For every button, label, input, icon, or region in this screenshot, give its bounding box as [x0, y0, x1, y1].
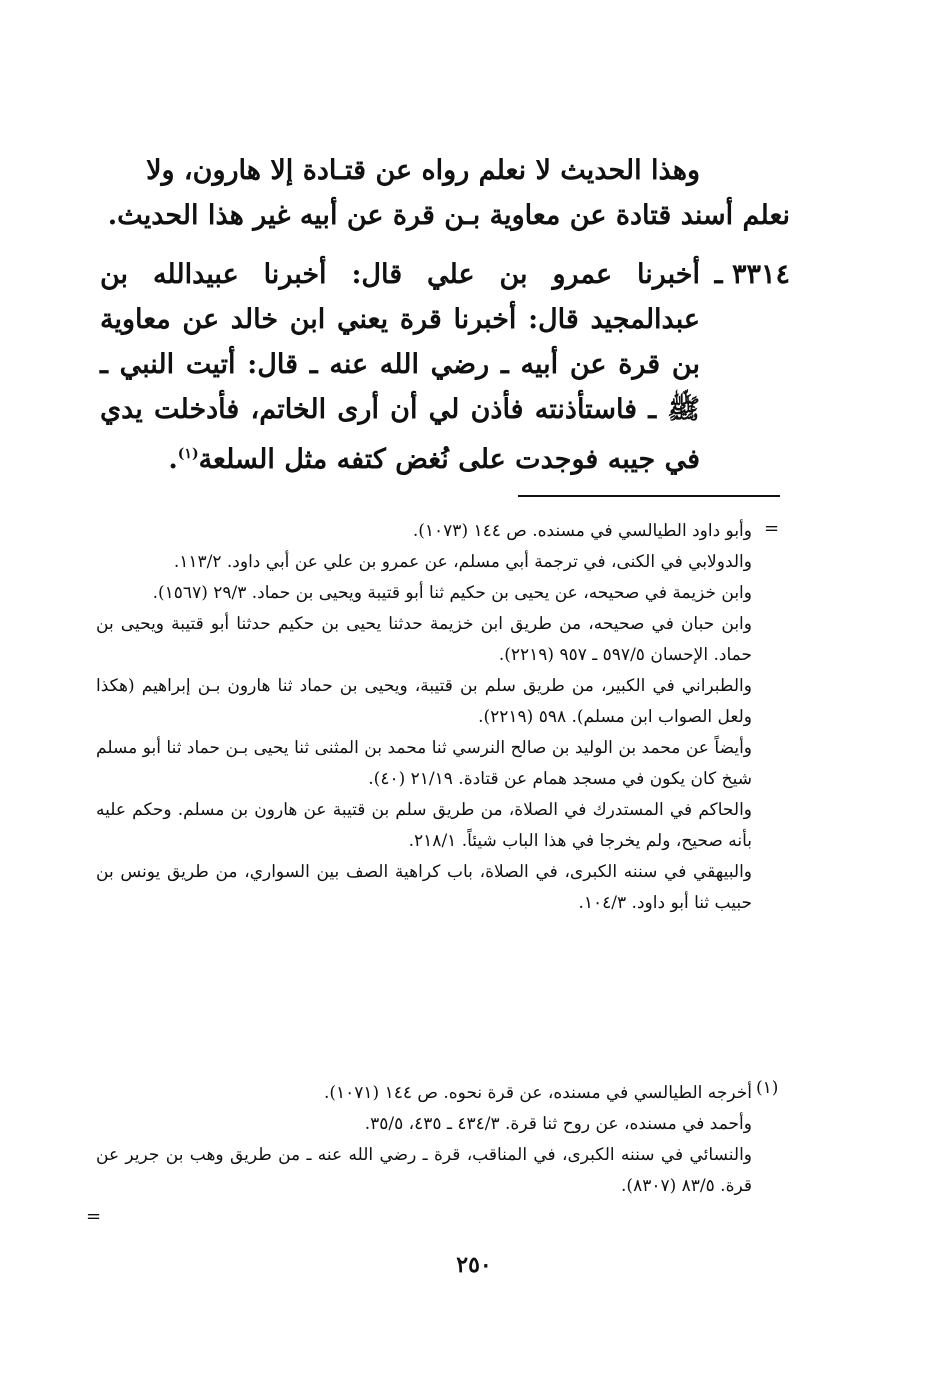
hadith-end: .	[168, 444, 178, 475]
hadith-number: ٣٣١٤ ـ	[714, 259, 790, 290]
footnote-entry: والبيهقي في سننه الكبرى، في الصلاة، باب كراهية الصف بين السواري، من طريق يونس بن حبيب ثنا أبو داود. ١٠٤/٣.	[96, 862, 752, 913]
footnote-entry: وابن حبان في صحيحه، من طريق ابن خزيمة حدثنا يحيى بن حكيم حدثنا أبو قتيبة ويحيى بن حماد. الإحسان ٥٩٧/٥ ـ ٩٥٧ (٢٢١٩).	[96, 614, 752, 665]
footnote-entry: والطبراني في الكبير، من طريق سلم بن قتيبة، ويحيى بن حماد ثنا هارون بـن إبراهيم (هكذا ولعل الصواب ابن مسلم). ٥٩٨ (٢٢١٩).	[96, 676, 752, 727]
footnote-entry: أخرجه الطيالسي في مسنده، عن قرة نحوه. ص ١٤٤ (١٠٧١).	[323, 1083, 752, 1103]
footnote-entry: والحاكم في المستدرك في الصلاة، من طريق سلم بن قتيبة عن هارون بن مسلم. وحكم عليه بأنه صحيح، ولم يخرجا في هذا الباب شيئاً. ٢١٨/١.	[96, 800, 752, 851]
hadith-body: أخبرنا عمرو بن علي قال: أخبرنا عبيدالله بن عبدالمجيد قال: أخبرنا قرة يعني ابن خالد عن معاوية بن قرة عن أبيه ـ رضي الله عنه ـ قال: أتيت النبي ـ ﷺ ـ فاستأذنته فأذن لي أن أرى الخاتم، فأدخلت يدي في جيبه فوجدت على نُغض كتفه مثل السلعة	[100, 259, 700, 475]
hadith-text	[100, 252, 790, 482]
footnote-1	[96, 1078, 752, 1202]
footnote-entry: وابن خزيمة في صحيحه، عن يحيى بن حكيم ثنا أبو قتيبة ويحيى بن حماد. ٢٩/٣ (١٥٦٧).	[152, 583, 752, 603]
footnote-entry: وأحمد في مسنده، عن روح ثنا قرة. ٤٣٤/٣ ـ ٤٣٥، ٣٥/٥.	[364, 1114, 752, 1134]
footnote-entry: وأيضاً عن محمد بن الوليد بن صالح النرسي ثنا محمد بن المثنى ثنا يحيى بـن حماد ثنا أبو مسلم شيخ كان يكون في مسجد همام عن قتادة. ٢١/١٩ (٤٠).	[96, 738, 752, 789]
footnote-separator	[518, 495, 780, 497]
main-paragraph-1	[100, 148, 790, 238]
footnote-reference: (١)	[177, 446, 199, 462]
hadith-3314	[100, 252, 790, 482]
footnote-entry: والنسائي في سننه الكبرى، في المناقب، قرة ـ رضي الله عنه ـ من طريق وهب بن جرير عن قرة. ٨٣/٥ (٨٣٠٧).	[96, 1145, 752, 1196]
continuation-mark: =	[764, 518, 780, 539]
page-number: ٢٥٠	[456, 1252, 492, 1278]
main-text-line: وهذا الحديث لا نعلم رواه عن قتـادة إلا هارون، ولا	[146, 155, 700, 186]
main-text-line: نعلم أسند قتادة عن معاوية بـن قرة عن أبيه غير هذا الحديث.	[107, 200, 790, 231]
footnote-entry: وأبو داود الطيالسي في مسنده. ص ١٤٤ (١٠٧٣).	[412, 521, 752, 541]
footnote-number: (١)	[756, 1078, 779, 1098]
footnote-entry: والدولابي في الكنى، في ترجمة أبي مسلم، عن عمرو بن علي عن أبي داود. ١١٣/٢.	[173, 552, 752, 572]
footnotes-continued	[96, 516, 752, 919]
continuation-mark: =	[86, 1206, 102, 1227]
